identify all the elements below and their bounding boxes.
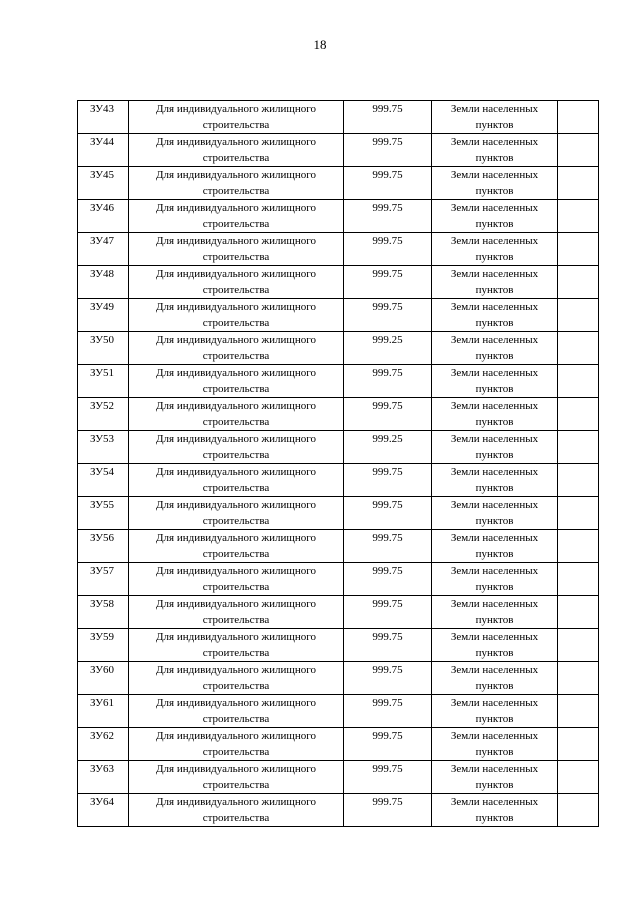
plot-id: ЗУ64 [90,796,115,808]
plot-id: ЗУ63 [90,763,115,775]
table-row [78,761,599,794]
plot-area: 999.25 [372,433,403,445]
plot-purpose: Для индивидуального жилищного строительства [156,730,316,758]
purpose-cell [129,662,344,695]
plot-id-cell [78,431,129,464]
land-category: Земли населенных пунктов [450,565,539,593]
plot-area: 999.75 [372,301,403,313]
plot-id: ЗУ51 [90,367,115,379]
plot-purpose: Для индивидуального жилищного строительства [156,433,316,461]
plot-id: ЗУ55 [90,499,115,511]
table-row [78,398,599,431]
plot-purpose: Для индивидуального жилищного строительства [156,532,316,560]
plot-area: 999.75 [372,235,403,247]
plot-id: ЗУ62 [90,730,115,742]
plot-area: 999.75 [372,169,403,181]
area-cell [344,431,432,464]
table-row [78,662,599,695]
plot-purpose: Для индивидуального жилищного строительства [156,136,316,164]
plot-area: 999.75 [372,367,403,379]
land-category: Земли населенных пунктов [450,598,539,626]
area-cell [344,794,432,827]
purpose-cell [129,101,344,134]
category-cell [432,761,558,794]
plot-area: 999.75 [372,400,403,412]
note-cell [558,530,599,563]
plot-purpose: Для индивидуального жилищного строительства [156,103,316,131]
area-cell [344,695,432,728]
plot-area: 999.75 [372,268,403,280]
land-category: Земли населенных пунктов [450,202,539,230]
plot-id: ЗУ54 [90,466,115,478]
purpose-cell [129,596,344,629]
purpose-cell [129,167,344,200]
category-cell [432,101,558,134]
plot-id: ЗУ57 [90,565,115,577]
plot-id-cell [78,233,129,266]
land-category: Земли населенных пунктов [450,334,539,362]
table-row [78,332,599,365]
table-row [78,101,599,134]
plot-purpose: Для индивидуального жилищного строительства [156,631,316,659]
plot-id-cell [78,167,129,200]
plot-id-cell [78,563,129,596]
plot-area: 999.75 [372,697,403,709]
plot-id-cell [78,200,129,233]
note-cell [558,167,599,200]
plot-id: ЗУ61 [90,697,115,709]
plot-id: ЗУ60 [90,664,115,676]
plot-id: ЗУ43 [90,103,115,115]
note-cell [558,695,599,728]
plot-area: 999.75 [372,763,403,775]
note-cell [558,497,599,530]
plot-id-cell [78,596,129,629]
category-cell [432,365,558,398]
plot-id: ЗУ52 [90,400,115,412]
category-cell [432,563,558,596]
area-cell [344,134,432,167]
plot-purpose: Для индивидуального жилищного строительства [156,697,316,725]
table-row [78,728,599,761]
table-row [78,794,599,827]
plot-id: ЗУ56 [90,532,115,544]
land-category: Земли населенных пунктов [450,235,539,263]
purpose-cell [129,233,344,266]
plot-purpose: Для индивидуального жилищного строительства [156,301,316,329]
purpose-cell [129,200,344,233]
plot-area: 999.75 [372,136,403,148]
plot-id-cell [78,332,129,365]
plot-area: 999.75 [372,532,403,544]
area-cell [344,101,432,134]
table-row [78,629,599,662]
category-cell [432,629,558,662]
plot-area: 999.75 [372,499,403,511]
plot-purpose: Для индивидуального жилищного строительства [156,499,316,527]
land-category: Земли населенных пунктов [450,367,539,395]
plot-id: ЗУ53 [90,433,115,445]
plot-id: ЗУ59 [90,631,115,643]
table-row [78,596,599,629]
plot-id-cell [78,629,129,662]
plot-id-cell [78,662,129,695]
category-cell [432,728,558,761]
purpose-cell [129,365,344,398]
note-cell [558,728,599,761]
plot-purpose: Для индивидуального жилищного строительства [156,763,316,791]
table-row [78,695,599,728]
plot-id: ЗУ44 [90,136,115,148]
plot-purpose: Для индивидуального жилищного строительства [156,466,316,494]
category-cell [432,695,558,728]
land-category: Земли населенных пунктов [450,631,539,659]
plot-purpose: Для индивидуального жилищного строительства [156,565,316,593]
table-row [78,563,599,596]
category-cell [432,497,558,530]
purpose-cell [129,695,344,728]
purpose-cell [129,464,344,497]
purpose-cell [129,266,344,299]
plot-purpose: Для индивидуального жилищного строительства [156,796,316,824]
purpose-cell [129,728,344,761]
purpose-cell [129,431,344,464]
note-cell [558,398,599,431]
plot-area: 999.75 [372,631,403,643]
plot-id-cell [78,728,129,761]
category-cell [432,134,558,167]
plot-id-cell [78,101,129,134]
plot-id-cell [78,530,129,563]
purpose-cell [129,332,344,365]
category-cell [432,530,558,563]
purpose-cell [129,563,344,596]
land-category: Земли населенных пунктов [450,400,539,428]
page-number: 18 [313,37,327,52]
note-cell [558,266,599,299]
purpose-cell [129,761,344,794]
plot-area: 999.75 [372,103,403,115]
plot-purpose: Для индивидуального жилищного строительства [156,664,316,692]
table-row [78,233,599,266]
plot-area: 999.75 [372,796,403,808]
area-cell [344,233,432,266]
plot-id: ЗУ48 [90,268,115,280]
note-cell [558,563,599,596]
plot-area: 999.75 [372,565,403,577]
purpose-cell [129,299,344,332]
category-cell [432,233,558,266]
purpose-cell [129,134,344,167]
plot-purpose: Для индивидуального жилищного строительства [156,202,316,230]
land-category: Земли населенных пунктов [450,301,539,329]
note-cell [558,332,599,365]
category-cell [432,266,558,299]
table-body [78,101,599,827]
land-category: Земли населенных пунктов [450,433,539,461]
plot-id: ЗУ49 [90,301,115,313]
plot-id-cell [78,761,129,794]
plot-area: 999.75 [372,664,403,676]
table-row [78,299,599,332]
plot-area: 999.75 [372,730,403,742]
plot-area: 999.75 [372,466,403,478]
table-row [78,167,599,200]
area-cell [344,563,432,596]
note-cell [558,629,599,662]
plot-area: 999.75 [372,202,403,214]
category-cell [432,794,558,827]
plot-purpose: Для индивидуального жилищного строительства [156,268,316,296]
land-plots-table [77,100,599,827]
area-cell [344,200,432,233]
area-cell [344,530,432,563]
land-category: Земли населенных пунктов [450,103,539,131]
plot-id-cell [78,398,129,431]
plot-purpose: Для индивидуального жилищного строительства [156,400,316,428]
table-row [78,431,599,464]
plot-id-cell [78,464,129,497]
purpose-cell [129,497,344,530]
plot-id: ЗУ45 [90,169,115,181]
table-row [78,497,599,530]
plot-id-cell [78,497,129,530]
plot-purpose: Для индивидуального жилищного строительства [156,367,316,395]
note-cell [558,134,599,167]
plot-area: 999.75 [372,598,403,610]
plot-id-cell [78,365,129,398]
plot-id-cell [78,266,129,299]
plot-id-cell [78,695,129,728]
area-cell [344,266,432,299]
area-cell [344,761,432,794]
land-category: Земли населенных пунктов [450,763,539,791]
plot-purpose: Для индивидуального жилищного строительства [156,169,316,197]
plot-purpose: Для индивидуального жилищного строительства [156,334,316,362]
plot-purpose: Для индивидуального жилищного строительства [156,598,316,626]
category-cell [432,596,558,629]
purpose-cell [129,629,344,662]
category-cell [432,662,558,695]
category-cell [432,167,558,200]
area-cell [344,629,432,662]
area-cell [344,464,432,497]
note-cell [558,662,599,695]
area-cell [344,497,432,530]
land-category: Земли населенных пунктов [450,466,539,494]
plot-area: 999.25 [372,334,403,346]
area-cell [344,662,432,695]
note-cell [558,233,599,266]
plot-id-cell [78,134,129,167]
note-cell [558,464,599,497]
purpose-cell [129,530,344,563]
land-category: Земли населенных пунктов [450,664,539,692]
note-cell [558,761,599,794]
area-cell [344,398,432,431]
area-cell [344,299,432,332]
note-cell [558,101,599,134]
area-cell [344,167,432,200]
category-cell [432,332,558,365]
land-category: Земли населенных пунктов [450,169,539,197]
land-category: Земли населенных пунктов [450,136,539,164]
plot-id: ЗУ47 [90,235,115,247]
table-row [78,134,599,167]
area-cell [344,596,432,629]
area-cell [344,332,432,365]
area-cell [344,365,432,398]
land-category: Земли населенных пунктов [450,697,539,725]
table-row [78,464,599,497]
plot-purpose: Для индивидуального жилищного строительства [156,235,316,263]
land-category: Земли населенных пунктов [450,268,539,296]
table-row [78,266,599,299]
category-cell [432,464,558,497]
note-cell [558,596,599,629]
table-row [78,200,599,233]
note-cell [558,299,599,332]
land-category: Земли населенных пунктов [450,532,539,560]
plot-id: ЗУ50 [90,334,115,346]
note-cell [558,200,599,233]
plot-id-cell [78,794,129,827]
category-cell [432,431,558,464]
table-row [78,530,599,563]
land-category: Земли населенных пунктов [450,730,539,758]
area-cell [344,728,432,761]
land-category: Земли населенных пунктов [450,499,539,527]
table-row [78,365,599,398]
category-cell [432,200,558,233]
note-cell [558,365,599,398]
category-cell [432,398,558,431]
purpose-cell [129,398,344,431]
category-cell [432,299,558,332]
purpose-cell [129,794,344,827]
plot-id: ЗУ46 [90,202,115,214]
note-cell [558,794,599,827]
note-cell [558,431,599,464]
land-category: Земли населенных пунктов [450,796,539,824]
plot-id-cell [78,299,129,332]
plot-id: ЗУ58 [90,598,115,610]
